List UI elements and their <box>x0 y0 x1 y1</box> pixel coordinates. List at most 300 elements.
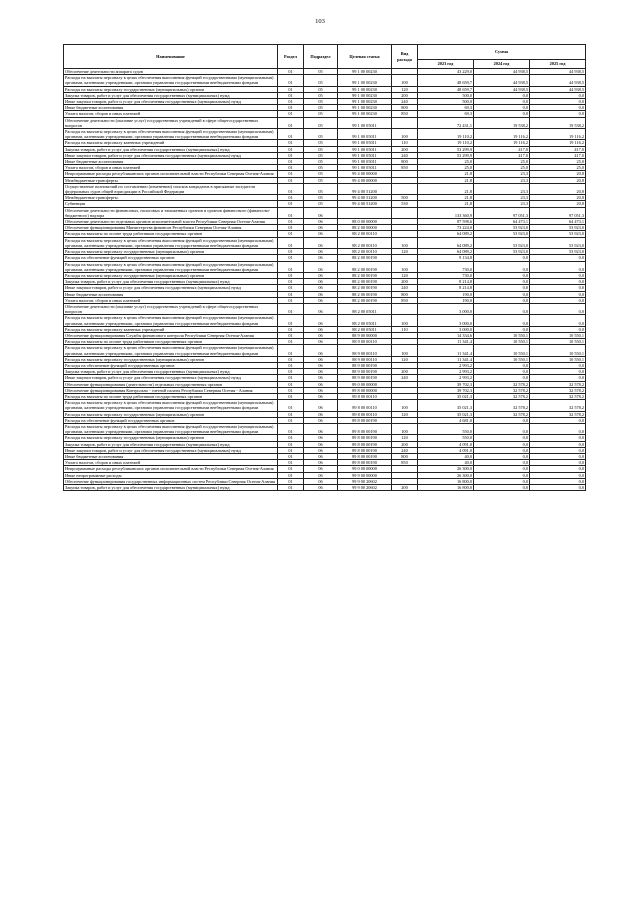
row-name: Иные непрограммные расходы <box>64 472 278 478</box>
row-subsection: 05 <box>304 117 338 128</box>
row-sum-2023: 35 021,3 <box>418 400 474 411</box>
row-section: 01 <box>278 400 304 411</box>
row-name: Обеспечение функционирования (деятельности) отдельных государственных органов <box>64 381 278 387</box>
row-section: 01 <box>278 195 304 201</box>
row-target: 99 1 00 05011 <box>338 129 392 140</box>
row-target: 99 4 00 51200 <box>338 201 392 207</box>
row-name: Иные закупки товаров, работ и услуг для обеспечения государственных (муниципальных) нужд <box>64 375 278 381</box>
row-sum-2023: 190,0 <box>418 291 474 297</box>
row-expense-type: 120 <box>392 249 418 255</box>
row-sum-2023: 69,3 <box>418 105 474 111</box>
row-sum-2025: 0,0 <box>530 423 586 434</box>
row-target: 88 2 00 00110 <box>338 237 392 248</box>
row-sum-2024: 23,3 <box>474 183 530 194</box>
row-section: 01 <box>278 303 304 314</box>
row-subsection: 06 <box>304 381 338 387</box>
row-section: 01 <box>278 86 304 92</box>
table-row <box>64 183 586 194</box>
row-name: Расходы на выплаты персоналу в целях обеспечения выполнения функций государственными (муниципальными) органами, казенными учреждениями, органами управления государственными внебюджетными фондами <box>64 345 278 356</box>
row-sum-2025: 0,0 <box>530 485 586 491</box>
row-sum-2023: 11 341,4 <box>418 339 474 345</box>
row-name: Расходы на обеспечение функций государственных органов <box>64 417 278 423</box>
row-sum-2024: 10 550,1 <box>474 356 530 362</box>
row-target: 88 9 00 00190 <box>338 375 392 381</box>
row-sum-2025: 53 923,0 <box>530 231 586 237</box>
row-sum-2025: 20,8 <box>530 171 586 177</box>
row-subsection: 05 <box>304 86 338 92</box>
header-2024: 2024 год <box>474 60 530 69</box>
row-name: Обеспечение функционирования Службы финансового контроля Республики Северная Осетия-Алания <box>64 332 278 338</box>
row-target: 88 2 00 00190 <box>338 255 392 261</box>
row-name: Закупка товаров, работ и услуг для обеспечения государственных (муниципальных) нужд <box>64 92 278 98</box>
row-sum-2024: 44 938,5 <box>474 69 530 75</box>
row-sum-2025: 0,0 <box>530 417 586 423</box>
row-subsection: 05 <box>304 140 338 146</box>
row-section: 01 <box>278 255 304 261</box>
row-subsection: 06 <box>304 249 338 255</box>
row-sum-2023: 64 089,2 <box>418 249 474 255</box>
row-subsection: 06 <box>304 255 338 261</box>
row-subsection: 06 <box>304 393 338 399</box>
row-name: Осуществление полномочий по составлению (изменению) списков кандидатов в присяжные заседатели федеральных судов общей юрисдикции в Российской Федерации <box>64 183 278 194</box>
row-sum-2023: 3 000,0 <box>418 315 474 326</box>
table-row <box>64 315 586 326</box>
row-name: Расходы на обеспечение функций государственных органов <box>64 362 278 368</box>
row-subsection: 05 <box>304 195 338 201</box>
row-sum-2025: 44 938,5 <box>530 69 586 75</box>
row-section: 01 <box>278 315 304 326</box>
row-target: 89 8 00 00190 <box>338 423 392 434</box>
row-name: Межбюджетные трансферты <box>64 195 278 201</box>
row-target: 88 2 00 00000 <box>338 225 392 231</box>
row-section: 01 <box>278 177 304 183</box>
row-section: 01 <box>278 393 304 399</box>
row-target: 99 0 00 00000 <box>338 466 392 472</box>
row-sum-2023: 21,8 <box>418 183 474 194</box>
row-section: 01 <box>278 140 304 146</box>
row-name: Закупка товаров, работ и услуг для обеспечения государственных (муниципальных) нужд <box>64 485 278 491</box>
row-subsection: 06 <box>304 272 338 278</box>
row-target: 99 4 00 00000 <box>338 171 392 177</box>
row-section: 01 <box>278 129 304 140</box>
row-sum-2024: 0,0 <box>474 423 530 434</box>
row-section: 01 <box>278 423 304 434</box>
row-expense-type: 800 <box>392 105 418 111</box>
row-name: Расходы на выплаты персоналу государственных (муниципальных) органов <box>64 86 278 92</box>
table-body <box>64 69 586 491</box>
row-subsection: 06 <box>304 447 338 453</box>
row-sum-2024: 53 923,0 <box>474 237 530 248</box>
row-name: Расходы на выплаты персоналу в целях обеспечения выполнения функций государственными (муниципальными) органами, казенными учреждениями, органами управления государственными внебюджетными фондами <box>64 237 278 248</box>
row-sum-2024: 53 923,0 <box>474 231 530 237</box>
row-subsection: 05 <box>304 99 338 105</box>
row-target: 88 2 00 05011 <box>338 315 392 326</box>
row-sum-2025: 53 923,0 <box>530 225 586 231</box>
row-sum-2025: 0,0 <box>530 255 586 261</box>
row-sum-2023: 53 299,9 <box>418 146 474 152</box>
row-target: 88 2 00 05011 <box>338 326 392 332</box>
row-expense-type: 240 <box>392 99 418 105</box>
row-sum-2025: 53 923,0 <box>530 249 586 255</box>
row-section: 01 <box>278 356 304 362</box>
row-sum-2025: 0,0 <box>530 435 586 441</box>
row-name: Обеспечение деятельности аппарата судов <box>64 69 278 75</box>
row-section: 01 <box>278 117 304 128</box>
row-name: Иные бюджетные ассигнования <box>64 291 278 297</box>
row-target: 99 4 00 00000 <box>338 177 392 183</box>
row-name: Субвенции <box>64 201 278 207</box>
row-subsection: 06 <box>304 485 338 491</box>
row-sum-2023: 8 214,8 <box>418 285 474 291</box>
row-sum-2024: 0,0 <box>474 441 530 447</box>
row-sum-2023: 48 659,7 <box>418 86 474 92</box>
row-sum-2025: 25,0 <box>530 159 586 165</box>
row-subsection: 05 <box>304 105 338 111</box>
row-subsection: 06 <box>304 285 338 291</box>
row-name: Иные бюджетные ассигнования <box>64 454 278 460</box>
row-subsection: 05 <box>304 146 338 152</box>
row-section: 01 <box>278 478 304 484</box>
row-sum-2024: 0,0 <box>474 111 530 117</box>
header-expense-type: Вид расхода <box>392 45 418 69</box>
row-sum-2023: 35 021,3 <box>418 411 474 417</box>
row-section: 01 <box>278 387 304 393</box>
row-target: 99 1 00 05011 <box>338 165 392 171</box>
row-expense-type: 850 <box>392 165 418 171</box>
row-expense-type: 100 <box>392 315 418 326</box>
row-subsection: 05 <box>304 183 338 194</box>
row-section: 01 <box>278 485 304 491</box>
row-sum-2023: 500,0 <box>418 99 474 105</box>
row-name: Расходы на выплаты персоналу государственных (муниципальных) органов <box>64 435 278 441</box>
row-subsection: 06 <box>304 291 338 297</box>
row-target: 99 1 00 00230 <box>338 99 392 105</box>
row-section: 01 <box>278 75 304 86</box>
row-name: Иные закупки товаров, работ и услуг для обеспечения государственных (муниципальных) нужд <box>64 99 278 105</box>
row-subsection: 06 <box>304 225 338 231</box>
row-section: 01 <box>278 183 304 194</box>
row-sum-2025: 0,0 <box>530 285 586 291</box>
row-subsection: 06 <box>304 315 338 326</box>
row-sum-2024: 97 051,3 <box>474 207 530 218</box>
row-section: 01 <box>278 472 304 478</box>
row-section: 01 <box>278 146 304 152</box>
row-subsection: 06 <box>304 231 338 237</box>
row-sum-2023: 69,3 <box>418 111 474 117</box>
row-target: 99 9 00 20602 <box>338 485 392 491</box>
row-target: 99 1 00 00230 <box>338 75 392 86</box>
row-section: 01 <box>278 411 304 417</box>
row-name: Расходы на выплаты по оплате труда работников государственных органов <box>64 231 278 237</box>
row-target: 89 8 00 00190 <box>338 417 392 423</box>
row-subsection: 05 <box>304 92 338 98</box>
row-sum-2024: 0,0 <box>474 303 530 314</box>
row-section: 01 <box>278 92 304 98</box>
row-target: 88 9 00 00110 <box>338 356 392 362</box>
row-sum-2024: 417,0 <box>474 152 530 158</box>
row-sum-2023: 25,0 <box>418 159 474 165</box>
row-section: 01 <box>278 285 304 291</box>
row-sum-2025: 0,0 <box>530 375 586 381</box>
row-section: 01 <box>278 111 304 117</box>
row-section: 01 <box>278 417 304 423</box>
row-sum-2025: 0,0 <box>530 369 586 375</box>
row-sum-2024: 0,0 <box>474 375 530 381</box>
row-section: 01 <box>278 441 304 447</box>
row-target: 99 1 00 00230 <box>338 86 392 92</box>
row-expense-type: 240 <box>392 152 418 158</box>
row-expense-type: 200 <box>392 485 418 491</box>
row-target: 88 2 00 00190 <box>338 297 392 303</box>
row-sum-2025: 0,0 <box>530 460 586 466</box>
row-name: Иные закупки товаров, работ и услуг для обеспечения государственных (муниципальных) нужд <box>64 152 278 158</box>
row-expense-type: 800 <box>392 291 418 297</box>
row-sum-2024: 0,0 <box>474 92 530 98</box>
row-subsection: 06 <box>304 219 338 225</box>
row-expense-type: 240 <box>392 447 418 453</box>
row-section: 01 <box>278 435 304 441</box>
row-expense-type: 530 <box>392 201 418 207</box>
row-section: 01 <box>278 362 304 368</box>
row-name: Обеспечение деятельности (оказание услуг) государственных учреждений в сфере общегосударственных вопросов <box>64 303 278 314</box>
row-section: 01 <box>278 201 304 207</box>
row-sum-2025: 44 938,5 <box>530 75 586 86</box>
row-sum-2023: 21,8 <box>418 195 474 201</box>
row-target: 88 9 00 00190 <box>338 369 392 375</box>
header-target: Целевая статья <box>338 45 392 69</box>
row-sum-2025: 44 938,5 <box>530 86 586 92</box>
row-sum-2025: 20,8 <box>530 201 586 207</box>
row-subsection: 06 <box>304 411 338 417</box>
row-expense-type: 110 <box>392 140 418 146</box>
row-sum-2025: 32 578,2 <box>530 400 586 411</box>
row-sum-2023: 16 800,0 <box>418 485 474 491</box>
row-expense-type: 200 <box>392 92 418 98</box>
row-expense-type: 240 <box>392 375 418 381</box>
row-target: 99 1 00 00230 <box>338 69 392 75</box>
row-sum-2025: 0,0 <box>530 99 586 105</box>
row-name: Расходы на обеспечение функций государственных органов <box>64 255 278 261</box>
row-sum-2025: 0,0 <box>530 111 586 117</box>
row-sum-2025: 0,0 <box>530 303 586 314</box>
row-sum-2023: 19 110,2 <box>418 140 474 146</box>
row-name: Обеспечение функционирования государственных информационных систем Республики Северная Осетия-Алания <box>64 478 278 484</box>
row-sum-2023: 4 681,0 <box>418 417 474 423</box>
row-target: 89 8 00 00110 <box>338 400 392 411</box>
row-sum-2023: 11 341,4 <box>418 345 474 356</box>
row-name: Уплата налогов, сборов и иных платежей <box>64 165 278 171</box>
row-sum-2024: 0,0 <box>474 454 530 460</box>
row-target: 88 0 00 00000 <box>338 219 392 225</box>
row-name: Закупка товаров, работ и услуг для обеспечения государственных (муниципальных) нужд <box>64 279 278 285</box>
row-sum-2023: 2 993,2 <box>418 362 474 368</box>
row-sum-2025: 0,0 <box>530 472 586 478</box>
row-subsection: 06 <box>304 423 338 434</box>
page-number: 103 <box>315 18 325 25</box>
row-sum-2023: 25,0 <box>418 165 474 171</box>
row-name: Расходы на выплаты персоналу казенных учреждений <box>64 326 278 332</box>
row-sum-2024: 32 578,2 <box>474 381 530 387</box>
row-sum-2025: 0,0 <box>530 272 586 278</box>
row-expense-type: 120 <box>392 272 418 278</box>
row-expense-type: 100 <box>392 345 418 356</box>
row-sum-2025: 0,0 <box>530 291 586 297</box>
row-target: 88 9 00 00110 <box>338 339 392 345</box>
row-name: Иные бюджетные ассигнования <box>64 159 278 165</box>
row-name: Уплата налогов, сборов и иных платежей <box>64 460 278 466</box>
row-sum-2024: 25,0 <box>474 165 530 171</box>
row-expense-type: 200 <box>392 369 418 375</box>
row-sum-2023: 4 091,0 <box>418 447 474 453</box>
header-sum: Сумма <box>418 45 586 60</box>
row-sum-2024: 53 923,0 <box>474 249 530 255</box>
row-sum-2024: 0,0 <box>474 362 530 368</box>
table-row <box>64 345 586 356</box>
row-name: Непрограммные расходы республиканских органов исполнительной власти Республики Северная Осетия-Алания <box>64 466 278 472</box>
table-row <box>64 207 586 218</box>
row-target: 99 1 00 05011 <box>338 140 392 146</box>
row-sum-2025: 20,8 <box>530 183 586 194</box>
header-2025: 2025 год <box>530 60 586 69</box>
row-sum-2023: 39 702,3 <box>418 381 474 387</box>
row-expense-type: 100 <box>392 75 418 86</box>
row-expense-type <box>392 183 418 194</box>
row-sum-2023: 16 800,0 <box>418 478 474 484</box>
row-name: Расходы на выплаты персоналу в целях обеспечения выполнения функций государственными (муниципальными) органами, казенными учреждениями, органами управления государственными внебюджетными фондами <box>64 400 278 411</box>
row-sum-2023: 730,0 <box>418 272 474 278</box>
row-name: Обеспечение деятельности отдельных органов исполнительной власти Республики Северная Осетия-Алания <box>64 219 278 225</box>
row-target: 89 8 00 00190 <box>338 447 392 453</box>
row-sum-2025: 417,0 <box>530 152 586 158</box>
row-section: 01 <box>278 207 304 218</box>
table-row <box>64 423 586 434</box>
row-expense-type: 100 <box>392 400 418 411</box>
row-sum-2025: 25,0 <box>530 165 586 171</box>
row-section: 01 <box>278 105 304 111</box>
row-sum-2023: 550,0 <box>418 423 474 434</box>
row-section: 01 <box>278 369 304 375</box>
row-sum-2025: 64 473,1 <box>530 219 586 225</box>
row-target: 99 1 00 00230 <box>338 92 392 98</box>
row-subsection: 05 <box>304 177 338 183</box>
row-sum-2024: 0,0 <box>474 478 530 484</box>
row-section: 01 <box>278 171 304 177</box>
row-target: 88 2 00 00190 <box>338 279 392 285</box>
row-sum-2024: 417,0 <box>474 146 530 152</box>
row-sum-2024: 25,0 <box>474 159 530 165</box>
row-sum-2025: 0,0 <box>530 105 586 111</box>
row-sum-2023: 14 334,6 <box>418 332 474 338</box>
row-sum-2024: 19 116,2 <box>474 129 530 140</box>
row-name: Непрограммные расходы республиканских органов исполнительной власти Республики Северная Осетия-Алания <box>64 171 278 177</box>
row-sum-2023: 2 993,2 <box>418 375 474 381</box>
row-section: 01 <box>278 297 304 303</box>
row-sum-2023: 40,0 <box>418 460 474 466</box>
row-expense-type: 120 <box>392 356 418 362</box>
row-sum-2025: 19 116,2 <box>530 140 586 146</box>
row-sum-2024: 32 578,2 <box>474 393 530 399</box>
row-name: Закупка товаров, работ и услуг для обеспечения государственных (муниципальных) нужд <box>64 146 278 152</box>
row-sum-2024: 0,0 <box>474 472 530 478</box>
row-subsection: 06 <box>304 326 338 332</box>
row-section: 01 <box>278 375 304 381</box>
row-sum-2025: 0,0 <box>530 261 586 272</box>
row-target: 99 1 00 05011 <box>338 146 392 152</box>
row-expense-type: 100 <box>392 423 418 434</box>
row-subsection: 05 <box>304 152 338 158</box>
row-target: 99 1 00 05011 <box>338 117 392 128</box>
row-target: 88 2 00 00190 <box>338 261 392 272</box>
row-sum-2023: 550,0 <box>418 435 474 441</box>
row-expense-type: 240 <box>392 285 418 291</box>
row-sum-2024: 32 578,2 <box>474 387 530 393</box>
row-sum-2023: 26 300,0 <box>418 466 474 472</box>
row-sum-2024: 0,0 <box>474 105 530 111</box>
row-expense-type <box>392 117 418 128</box>
row-target: 88 9 00 00190 <box>338 362 392 368</box>
row-section: 01 <box>278 69 304 75</box>
row-target: 88 2 00 05011 <box>338 303 392 314</box>
row-target: 89 8 00 00190 <box>338 441 392 447</box>
table-row <box>64 485 586 491</box>
row-sum-2024: 0,0 <box>474 447 530 453</box>
row-sum-2024: 0,0 <box>474 99 530 105</box>
row-sum-2025: 32 578,2 <box>530 387 586 393</box>
row-name: Расходы на выплаты персоналу в целях обеспечения выполнения функций государственными (муниципальными) органами, казенными учреждениями, органами управления государственными внебюджетными фондами <box>64 423 278 434</box>
row-sum-2023: 3 000,0 <box>418 303 474 314</box>
row-subsection: 05 <box>304 129 338 140</box>
row-subsection: 06 <box>304 441 338 447</box>
row-name: Закупка товаров, работ и услуг для обеспечения государственных (муниципальных) нужд <box>64 369 278 375</box>
row-subsection: 05 <box>304 171 338 177</box>
row-sum-2023: 19 110,2 <box>418 129 474 140</box>
row-sum-2025: 97 051,3 <box>530 207 586 218</box>
row-target: 99 1 00 05011 <box>338 159 392 165</box>
header-subsection: Подраздел <box>304 45 338 69</box>
row-sum-2023: 11 341,4 <box>418 356 474 362</box>
row-expense-type: 850 <box>392 297 418 303</box>
row-section: 01 <box>278 152 304 158</box>
row-subsection: 05 <box>304 69 338 75</box>
row-sum-2023: 43 229,0 <box>418 69 474 75</box>
row-subsection: 06 <box>304 303 338 314</box>
row-sum-2023: 64 089,2 <box>418 237 474 248</box>
row-sum-2025: 0,0 <box>530 326 586 332</box>
row-name: Расходы на выплаты персоналу в целях обеспечения выполнения функций государственными (муниципальными) органами, казенными учреждениями, органами управления государственными внебюджетными фондами <box>64 129 278 140</box>
row-target: 99 1 00 00230 <box>338 111 392 117</box>
row-name: Закупка товаров, работ и услуг для обеспечения государственных (муниципальных) нужд <box>64 441 278 447</box>
row-section: 01 <box>278 279 304 285</box>
row-sum-2024: 0,0 <box>474 466 530 472</box>
row-sum-2025: 32 578,2 <box>530 381 586 387</box>
row-sum-2024: 0,0 <box>474 272 530 278</box>
row-sum-2024: 0,0 <box>474 326 530 332</box>
row-name: Обеспечение деятельности финансовых, налоговых и таможенных органов и органов финансового (финансово-бюджетного) надзора <box>64 207 278 218</box>
row-target: 89 8 00 00190 <box>338 460 392 466</box>
row-target: 99 9 00 00000 <box>338 472 392 478</box>
row-expense-type <box>392 303 418 314</box>
row-expense-type: 200 <box>392 146 418 152</box>
row-target: 99 9 00 20602 <box>338 478 392 484</box>
row-sum-2025: 53 923,0 <box>530 237 586 248</box>
row-sum-2023: 48 659,7 <box>418 75 474 86</box>
row-subsection: 06 <box>304 345 338 356</box>
row-sum-2025: 0,0 <box>530 466 586 472</box>
row-name: Иные закупки товаров, работ и услуг для обеспечения государственных (муниципальных) нужд <box>64 285 278 291</box>
row-subsection: 06 <box>304 237 338 248</box>
row-sum-2025: 10 550,1 <box>530 356 586 362</box>
row-expense-type: 100 <box>392 261 418 272</box>
